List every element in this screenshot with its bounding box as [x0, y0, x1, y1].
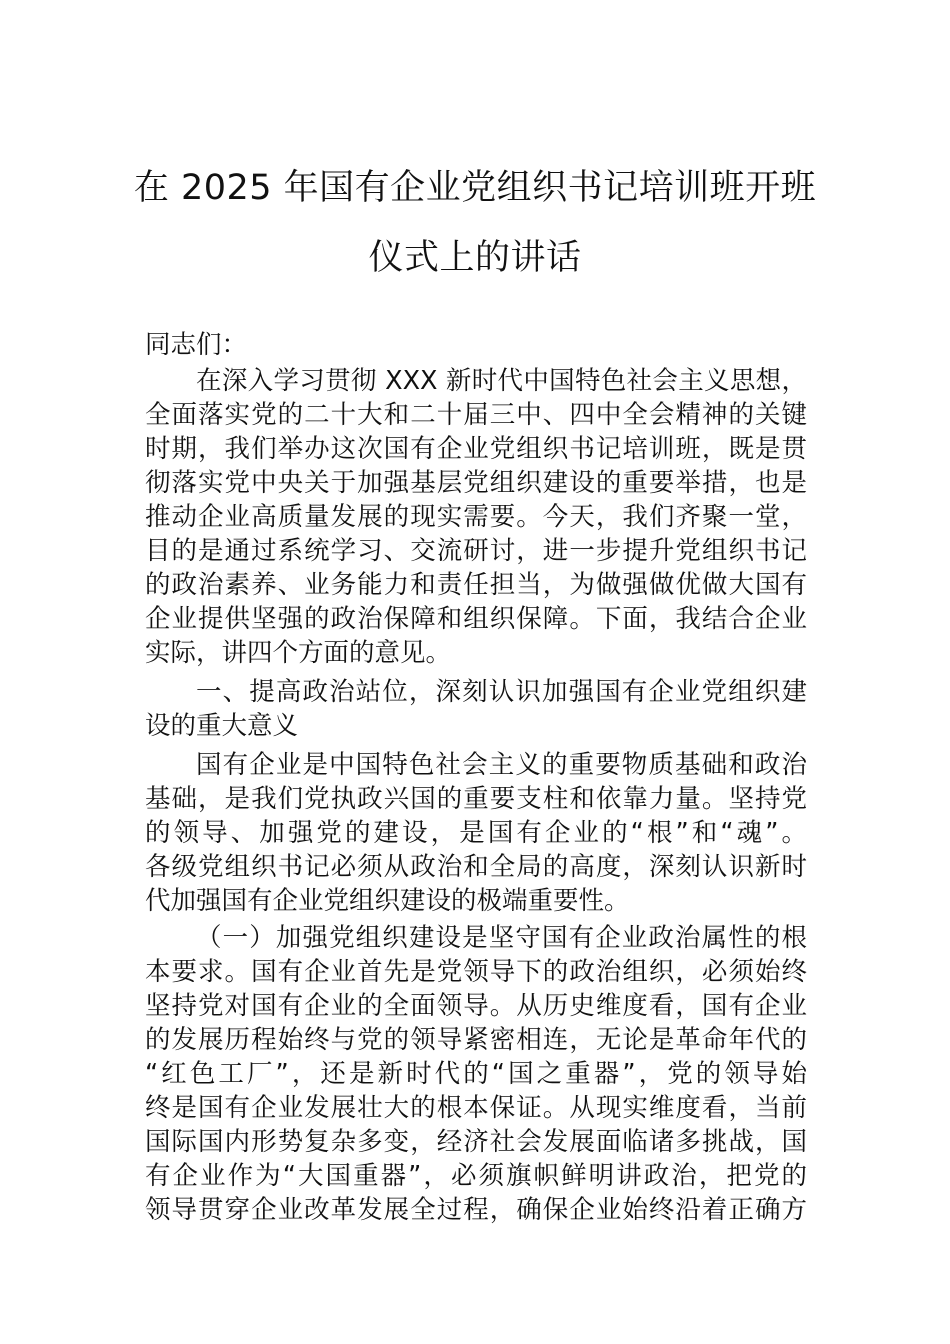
paragraph-line: “红色工厂”，还是新时代的“国之重器”，党的领导始	[145, 1059, 807, 1089]
section-heading-line: 设的重大意义	[145, 711, 299, 741]
paragraph-line: 基础，是我们党执政兴国的重要支柱和依靠力量。坚持党	[145, 784, 807, 814]
section-heading-line: 一、提高政治站位，深刻认识加强国有企业党组织建	[196, 677, 807, 707]
paragraph-line: （一）加强党组织建设是坚守国有企业政治属性的根	[196, 923, 807, 953]
paragraph-line: 在深入学习贯彻 XXX 新时代中国特色社会主义思想，	[196, 366, 807, 396]
paragraph-line: 领导贯穿企业改革发展全过程，确保企业始终沿着正确方	[145, 1195, 807, 1225]
paragraph-line: 彻落实党中央关于加强基层党组织建设的重要举措，也是	[145, 468, 807, 498]
paragraph-line: 企业提供坚强的政治保障和组织保障。下面，我结合企业	[145, 604, 807, 634]
paragraph-line: 各级党组织书记必须从政治和全局的高度，深刻认识新时	[145, 852, 807, 882]
paragraph-line: 终是国有企业发展壮大的根本保证。从现实维度看，当前	[145, 1093, 807, 1123]
paragraph-line: 坚持党对国有企业的全面领导。从历史维度看，国有企业	[145, 991, 807, 1021]
greeting: 同志们：	[145, 330, 248, 360]
paragraph-line: 有企业作为“大国重器”，必须旗帜鲜明讲政治，把党的	[145, 1161, 807, 1191]
paragraph-line: 国有企业是中国特色社会主义的重要物质基础和政治	[196, 750, 807, 780]
paragraph-line: 本要求。国有企业首先是党领导下的政治组织，必须始终	[145, 957, 807, 987]
paragraph-line: 全面落实党的二十大和二十届三中、四中全会精神的关键	[145, 400, 807, 430]
paragraph-line: 的政治素养、业务能力和责任担当，为做强做优做大国有	[145, 570, 807, 600]
document-title-line-2: 仪式上的讲话	[368, 238, 582, 278]
paragraph-line: 推动企业高质量发展的现实需要。今天，我们齐聚一堂，	[145, 502, 807, 532]
paragraph-line: 目的是通过系统学习、交流研讨，进一步提升党组织书记	[145, 536, 807, 566]
paragraph-line: 实际，讲四个方面的意见。	[145, 638, 452, 668]
document-title-line-1: 在 2025 年国有企业党组织书记培训班开班	[133, 168, 817, 208]
paragraph-line: 国际国内形势复杂多变，经济社会发展面临诸多挑战，国	[145, 1127, 807, 1157]
paragraph-line: 的领导、加强党的建设，是国有企业的“根”和“魂”。	[145, 818, 807, 848]
paragraph-line: 的发展历程始终与党的领导紧密相连，无论是革命年代的	[145, 1025, 807, 1055]
paragraph-line: 代加强国有企业党组织建设的极端重要性。	[145, 886, 630, 916]
paragraph-line: 时期，我们举办这次国有企业党组织书记培训班，既是贯	[145, 434, 807, 464]
